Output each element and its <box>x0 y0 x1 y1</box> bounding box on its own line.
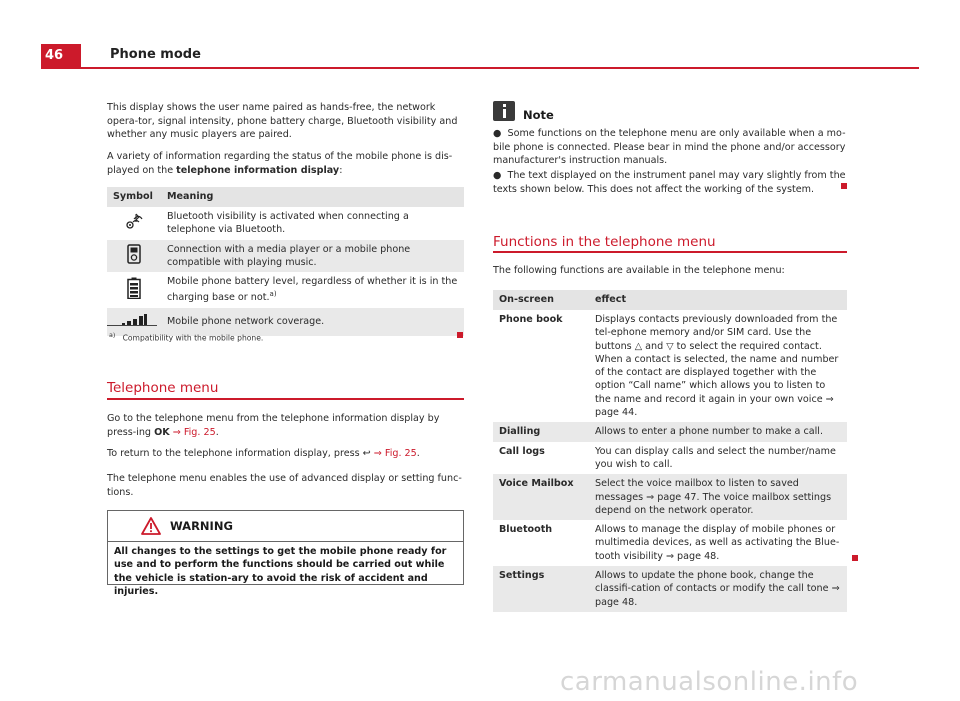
function-effect: Allows to update the phone book, change the classifi-cation of contacts or modify the call tone ⇒ page 48. <box>589 566 847 612</box>
telephone-menu-heading: Telephone menu <box>107 380 219 396</box>
telephone-menu-p3: The telephone menu enables the use of advanced display or setting func-tions. <box>107 473 462 498</box>
return-arrow-icon: ↩ <box>362 448 371 459</box>
table-row <box>493 442 847 475</box>
table-row <box>493 310 847 422</box>
function-effect: Displays contacts previously downloaded from the tel-ephone memory and/or SIM card. Use the buttons △ and ▽ to select the required contact. When a contact is selected, the name and number of the contact are displayed together with the option “Call name” which allows you to listen to the name and record it again in your own voice ⇒ page 44. <box>595 314 839 419</box>
table-row <box>493 566 847 612</box>
warning-triangle-icon <box>141 517 161 535</box>
table-row <box>107 272 464 308</box>
note-bullet-2: ● The text displayed on the instrument panel may vary slightly from the texts shown below. This does not affect the working of the system. <box>493 170 846 195</box>
bullet-icon: ● <box>493 170 502 181</box>
watermark: carmanualsonline.info <box>560 667 859 697</box>
table-header-onscreen: On-screen <box>493 290 589 310</box>
table-row <box>107 240 464 273</box>
function-effect: You can display calls and select the number/name you wish to call. <box>595 445 836 470</box>
warning-text: All changes to the settings to get the mobile phone ready for use and to perform the functions should be carried out while the vehicle is station-ary to avoid the risk of accident and injuries. <box>114 546 447 597</box>
function-name: Voice Mailbox <box>493 474 589 520</box>
telephone-menu-p1: Go to the telephone menu from the telephone information display by press-ing OK ⇒ Fig. 25. <box>107 413 440 438</box>
battery-level-icon <box>107 272 161 308</box>
end-marker <box>852 555 858 561</box>
function-effect: Select the voice mailbox to listen to saved messages ⇒ page 47. The voice mailbox settings depend on the network operator. <box>589 474 847 520</box>
heading-rule <box>493 251 847 253</box>
warning-header <box>108 511 463 542</box>
bluetooth-visibility-icon <box>107 207 161 240</box>
page-number: 46 <box>41 44 81 68</box>
warning-title: WARNING <box>170 519 233 533</box>
heading-rule <box>107 398 464 400</box>
info-icon <box>493 101 515 121</box>
function-effect: Allows to manage the display of mobile phones or multimedia devices, as well as activating the Blue-tooth visibility ⇒ page 48. <box>595 524 840 562</box>
fig-link[interactable]: ⇒ Fig. 25 <box>172 426 216 438</box>
warning-box <box>107 510 464 597</box>
intro-paragraph: This display shows the user name paired as hands-free, the network opera-tor, signal intensity, phone battery charge, Bluetooth visibility and whether any music players are paired. <box>107 102 458 141</box>
functions-table <box>493 290 847 612</box>
function-name: Dialling <box>493 422 589 441</box>
end-marker <box>841 183 847 189</box>
table-cell-meaning: Bluetooth visibility is activated when connecting a telephone via Bluetooth. <box>167 211 409 236</box>
function-name: Phone book <box>499 314 563 325</box>
telephone-menu-p2: To return to the telephone information display, press ↩ ⇒ Fig. 25. <box>107 448 420 459</box>
footnote-rule <box>107 325 157 326</box>
header-rule <box>41 67 919 69</box>
table-header-effect: effect <box>589 290 847 310</box>
note-title: Note <box>523 108 554 122</box>
fig-link[interactable]: ⇒ Fig. 25 <box>373 448 417 459</box>
table-cell-meaning: Mobile phone network coverage. <box>161 308 464 336</box>
table-header-symbol: Symbol <box>107 187 161 207</box>
footnote-mark: a) <box>269 290 277 299</box>
section-title: Phone mode <box>110 47 201 62</box>
table-cell-meaning: Mobile phone battery level, regardless of whether it is in the charging base or not.$^{a)}$ <box>167 276 458 304</box>
media-player-icon <box>107 240 161 273</box>
table-cell-meaning: Connection with a media player or a mobile phone compatible with playing music. <box>161 240 464 273</box>
functions-intro: The following functions are available in the telephone menu: <box>493 265 785 276</box>
table-header-meaning: Meaning <box>161 187 464 207</box>
function-effect: Allows to enter a phone number to make a call. <box>589 422 847 441</box>
bullet-icon: ● <box>493 128 502 139</box>
symbol-table <box>107 187 464 336</box>
table-row <box>493 474 847 520</box>
functions-heading: Functions in the telephone menu <box>493 234 716 250</box>
table-row <box>493 520 847 566</box>
table-row <box>107 207 464 240</box>
footnote: $^{a)}$ Compatibility with the mobile phone. <box>109 332 264 343</box>
note-bullet-1: ● Some functions on the telephone menu are only available when a mo-bile phone is connected. Please bear in mind the phone and/or accessory manufacturer's instruction manuals. <box>493 128 846 167</box>
intro-paragraph-2: A variety of information regarding the status of the mobile phone is dis-played on the telephone information display: <box>107 151 453 176</box>
function-name: Settings <box>493 566 589 612</box>
function-name: Call logs <box>499 445 545 457</box>
end-marker <box>457 332 463 338</box>
table-row <box>493 422 847 441</box>
ok-key-icon: OK <box>154 426 170 438</box>
function-name: Bluetooth <box>499 524 553 536</box>
